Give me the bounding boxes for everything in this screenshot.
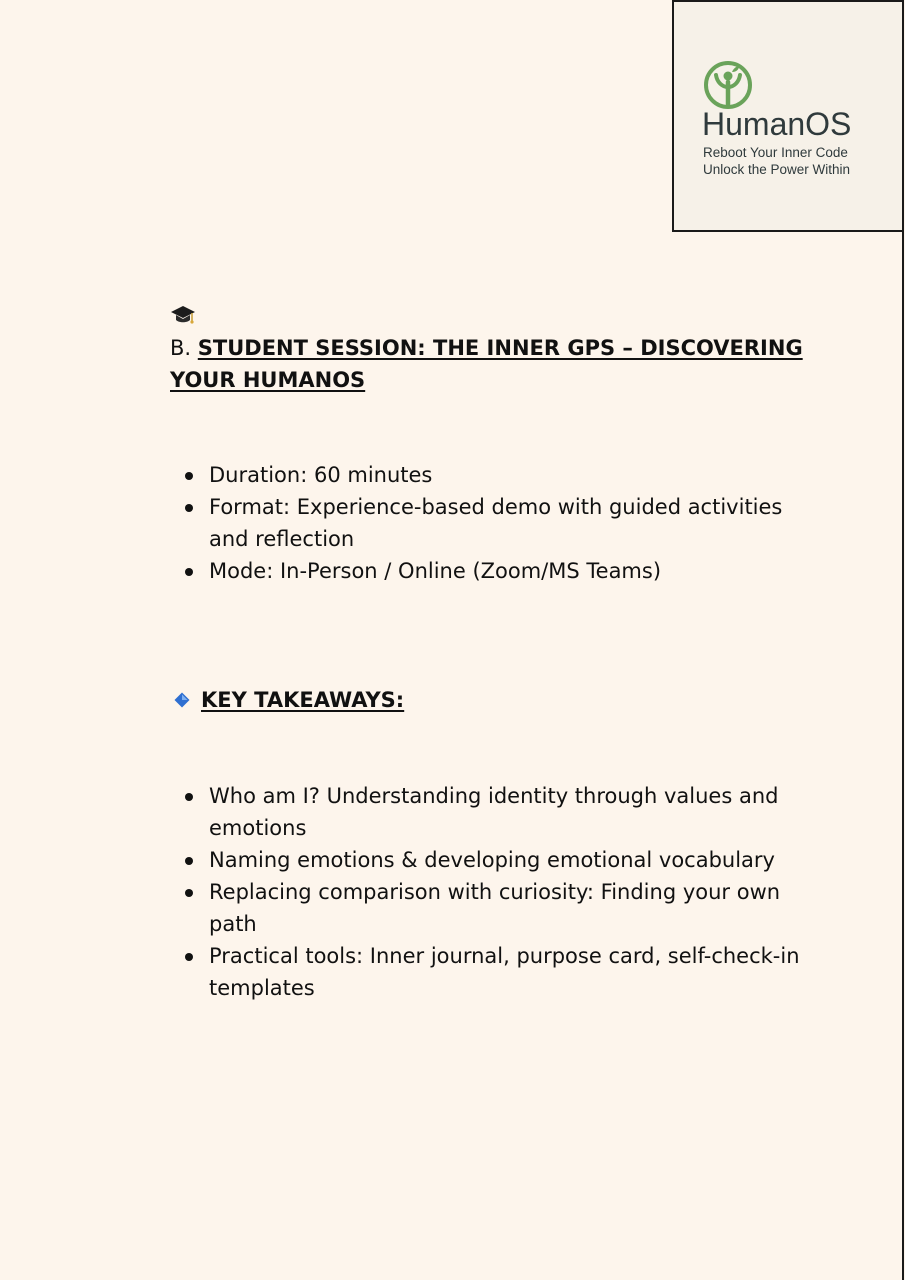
graduation-cap-icon <box>170 303 196 327</box>
brand-logo-card <box>672 0 904 232</box>
section-heading <box>170 332 810 396</box>
list-item: Mode: In-Person / Online (Zoom/MS Teams) <box>170 555 820 587</box>
key-takeaways-heading: KEY TAKEAWAYS: <box>201 688 405 712</box>
section-prefix: B. <box>170 336 192 360</box>
brand-name: HumanOS <box>702 106 852 142</box>
list-item: Format: Experience-based demo with guided activities and reflection <box>170 491 820 555</box>
brand-tagline-line1: Reboot Your Inner Code <box>703 145 848 160</box>
person-sprout-icon <box>703 60 753 110</box>
brand-tagline-line2: Unlock the Power Within <box>703 162 851 177</box>
section-title: STUDENT SESSION: THE INNER GPS – DISCOVERING YOUR HUMANOS <box>170 336 803 392</box>
list-item: Practical tools: Inner journal, purpose card, self-check-in templates <box>170 940 820 1004</box>
list-item: Replacing comparison with curiosity: Finding your own path <box>170 876 820 940</box>
session-details-list <box>170 459 820 587</box>
key-takeaways-list <box>170 780 820 1004</box>
blue-diamond-icon <box>174 692 190 708</box>
list-item: Who am I? Understanding identity through values and emotions <box>170 780 820 844</box>
list-item: Duration: 60 minutes <box>170 459 820 491</box>
list-item: Naming emotions & developing emotional vocabulary <box>170 844 820 876</box>
